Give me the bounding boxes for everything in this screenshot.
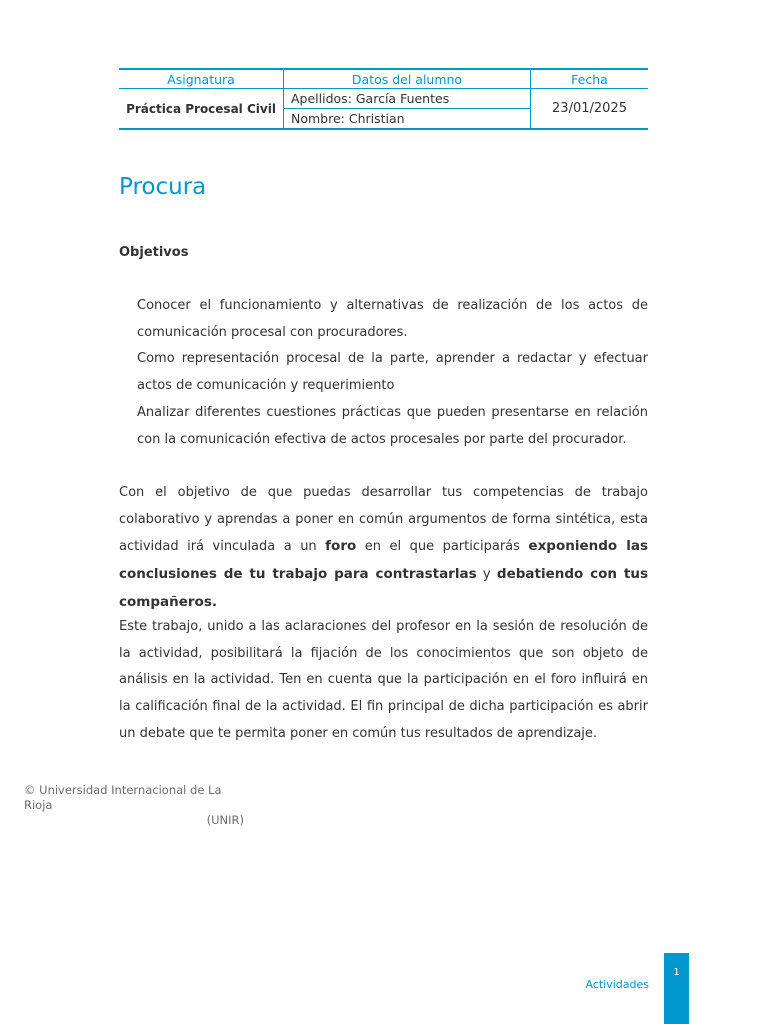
- page-number: 1: [673, 967, 680, 978]
- objectives-list: [119, 293, 648, 453]
- bold-text: foro: [325, 538, 357, 555]
- objective-text: Analizar diferentes cuestiones prácticas que pueden presentarse en relación con la comunicación efectiva de actos procesales por parte del procurador.: [137, 404, 648, 447]
- objective-text: Conocer el funcionamiento y alternativas de realización de los actos de comunicación procesal con procuradores.: [137, 298, 648, 340]
- objective-item: [119, 293, 648, 346]
- header-col-date: Fecha: [531, 69, 649, 89]
- page-number-tab: [664, 953, 689, 1024]
- paragraph-text: Con el objetivo de que puedas desarrollar tus competencias de trabajo colaborativo y aprendas a poner en común argumentos de forma sintética, esta actividad irá vinculada a un: [119, 485, 648, 555]
- header-col-student: Datos del alumno: [284, 69, 531, 89]
- bold-text: debatiendo con tus compañeros.: [119, 566, 648, 610]
- bold-text: exponiendo las conclusiones de tu trabajo para contrastarlas: [119, 538, 649, 583]
- copyright-line: (UNIR): [206, 813, 244, 827]
- page-title: Procura: [119, 174, 207, 200]
- copyright-notice: [24, 783, 244, 828]
- name-cell: Nombre: Christian: [284, 109, 531, 130]
- student-row-surnames: [119, 89, 648, 109]
- copyright-line: © Universidad Internacional de La Rioja: [24, 783, 222, 812]
- explanation-paragraph: Este trabajo, unido a las aclaraciones del profesor en la sesión de resolución de la actividad, posibilitará la fijación de los conocimientos que son objeto de análisis en la actividad. Ten en cuenta que la participación en el foro influirá en la calificación final de la actividad. El fin principal de dicha participación es abrir un debate que te permita poner en común tus resultados de aprendizaje.: [119, 619, 648, 741]
- footer-label: Actividades: [585, 978, 649, 991]
- objectives-heading: Objetivos: [119, 245, 189, 260]
- objective-item: [119, 346, 648, 399]
- header-table: [119, 68, 648, 130]
- header-row: [119, 69, 648, 89]
- subject-cell: Práctica Procesal Civil: [119, 89, 284, 130]
- date-cell: 23/01/2025: [531, 89, 649, 130]
- header-col-subject: Asignatura: [119, 69, 284, 89]
- activity-paragraph: [119, 480, 648, 617]
- objective-text: Como representación procesal de la parte, aprender a redactar y efectuar actos de comunicación y requerimiento: [137, 351, 648, 394]
- paragraph-text: y: [476, 567, 497, 583]
- objective-item: [119, 400, 648, 453]
- paragraph-text: en el que participarás: [356, 539, 529, 555]
- surnames-cell: Apellidos: García Fuentes: [284, 89, 531, 109]
